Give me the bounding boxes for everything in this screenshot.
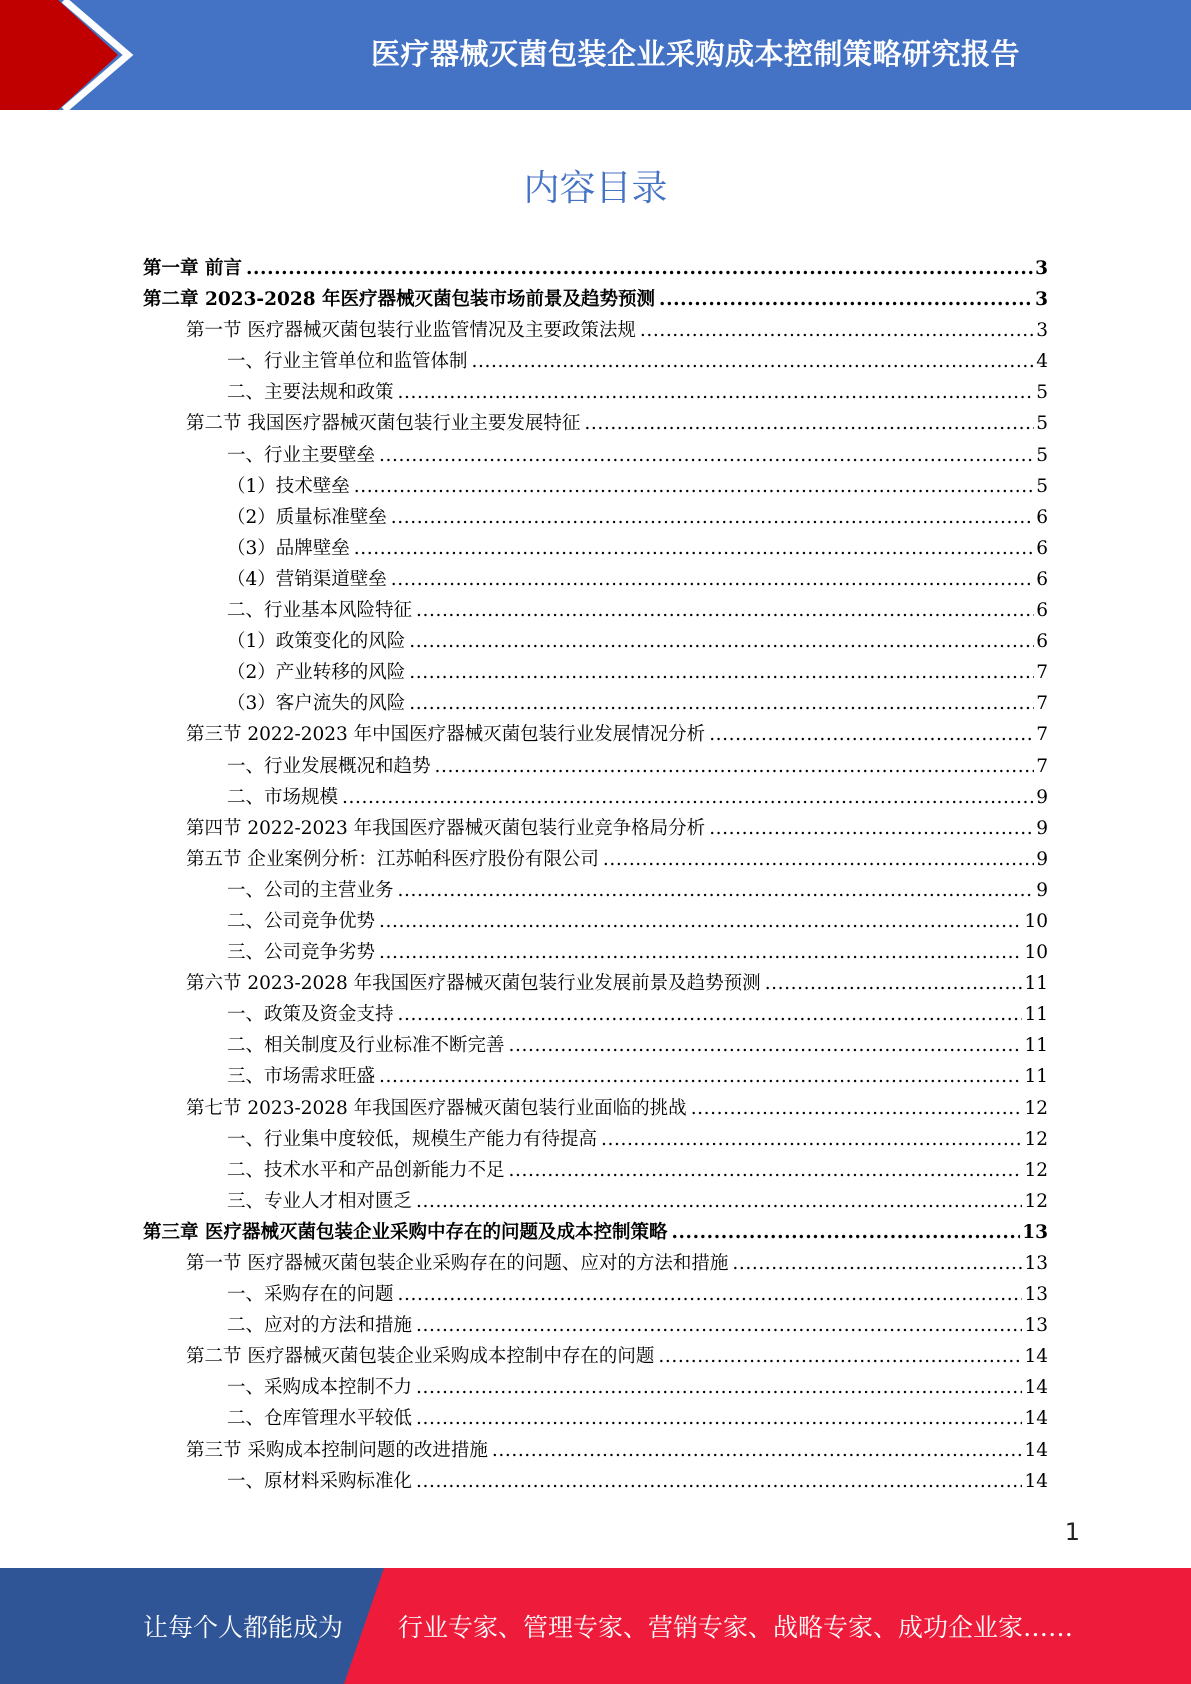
- toc-entry[interactable]: [143, 1248, 1048, 1279]
- toc-entry-page: 9: [1036, 786, 1048, 808]
- toc-entry-text: 第六节 2023-2028 年我国医疗器械灭菌包装行业发展前景及趋势预测: [186, 973, 761, 995]
- toc-entry-text: 第四节 2022-2023 年我国医疗器械灭菌包装行业竞争格局分析: [186, 817, 706, 839]
- toc-entry-page: 5: [1036, 382, 1048, 404]
- toc-entry-text: 三、专业人才相对匮乏: [227, 1190, 413, 1212]
- toc-entry-page: 10: [1024, 910, 1048, 932]
- toc-entry[interactable]: [143, 1466, 1048, 1497]
- toc-entry-page: 13: [1024, 1284, 1048, 1306]
- toc-entry[interactable]: [143, 502, 1048, 533]
- toc-dot-leader: [435, 751, 1035, 782]
- toc-entry-text: 三、公司竞争劣势: [227, 942, 376, 964]
- toc-entry-page: 13: [1024, 1253, 1048, 1274]
- toc-entry[interactable]: [143, 1372, 1048, 1403]
- toc-entry-page: 3: [1036, 320, 1048, 342]
- toc-entry-page: 14: [1024, 1408, 1048, 1430]
- toc-entry-page: 13: [1024, 1315, 1048, 1337]
- toc-dot-leader: [603, 844, 1034, 875]
- toc-entry-text: 一、政策及资金支持: [227, 1004, 394, 1026]
- toc-entry-text: 二、相关制度及行业标准不断完善: [227, 1035, 505, 1057]
- toc-dot-leader: [601, 1124, 1022, 1155]
- toc-dot-leader: [472, 346, 1035, 377]
- toc-dot-leader: [640, 315, 1034, 346]
- toc-entry-page: 13: [1022, 1221, 1048, 1243]
- toc-dot-leader: [354, 533, 1034, 564]
- toc-entry[interactable]: [143, 1124, 1048, 1155]
- header-band: [0, 0, 1191, 110]
- toc-dot-leader: [584, 408, 1034, 439]
- toc-entry[interactable]: [143, 719, 1048, 750]
- toc-entry[interactable]: [143, 1435, 1048, 1466]
- toc-dot-leader: [342, 782, 1034, 813]
- toc-entry-page: 5: [1036, 475, 1048, 497]
- header-arrow-icon: [0, 0, 160, 110]
- toc-dot-leader: [354, 471, 1034, 502]
- toc-entry-text: 一、行业集中度较低，规模生产能力有待提高: [227, 1128, 598, 1150]
- toc-entry-page: 12: [1024, 1159, 1048, 1181]
- toc-entry[interactable]: [143, 595, 1048, 626]
- toc-entry-page: 6: [1036, 506, 1048, 528]
- toc-entry-text: 第三节 2022-2023 年中国医疗器械灭菌包装行业发展情况分析: [186, 724, 706, 746]
- toc-entry-page: 3: [1035, 258, 1048, 279]
- table-of-contents: [143, 253, 1048, 1497]
- toc-entry-text: 一、采购成本控制不力: [227, 1377, 413, 1399]
- toc-entry-text: 二、主要法规和政策: [227, 382, 394, 404]
- toc-entry-page: 14: [1024, 1439, 1048, 1461]
- toc-entry-text: 一、原材料采购标准化: [227, 1470, 413, 1492]
- footer-band: [0, 1568, 1191, 1684]
- toc-dot-leader: [509, 1155, 1023, 1186]
- toc-entry-text: 第七节 2023-2028 年我国医疗器械灭菌包装行业面临的挑战: [186, 1097, 687, 1119]
- toc-entry-text: 第二节 我国医疗器械灭菌包装行业主要发展特征: [186, 413, 581, 435]
- toc-entry-page: 11: [1024, 973, 1048, 995]
- toc-entry-page: 9: [1036, 817, 1048, 839]
- toc-entry-page: 9: [1036, 879, 1048, 901]
- toc-entry[interactable]: [143, 906, 1048, 937]
- toc-entry[interactable]: [143, 564, 1048, 595]
- toc-dot-leader: [709, 813, 1034, 844]
- toc-entry[interactable]: [143, 813, 1048, 844]
- toc-dot-leader: [409, 688, 1034, 719]
- toc-entry-text: 一、公司的主营业务: [227, 879, 394, 901]
- toc-entry-page: 6: [1036, 537, 1048, 559]
- toc-entry[interactable]: [143, 377, 1048, 408]
- toc-entry[interactable]: [143, 688, 1048, 719]
- toc-dot-leader: [416, 1310, 1022, 1341]
- toc-dot-leader: [509, 1030, 1023, 1061]
- toc-entry[interactable]: [143, 1186, 1048, 1217]
- toc-dot-leader: [659, 284, 1033, 315]
- toc-entry[interactable]: [143, 626, 1048, 657]
- toc-entry-text: （2）质量标准壁垒: [227, 506, 387, 528]
- footer-slogan-left: 让每个人都能成为: [143, 1613, 344, 1642]
- toc-entry-text: 第一节 医疗器械灭菌包装企业采购存在的问题、应对的方法和措施: [186, 1253, 729, 1274]
- toc-entry[interactable]: [143, 844, 1048, 875]
- toc-entry[interactable]: [143, 1061, 1048, 1092]
- toc-entry-page: 7: [1036, 662, 1048, 684]
- toc-entry-page: 14: [1024, 1377, 1048, 1399]
- toc-entry-text: 二、公司竞争优势: [227, 910, 376, 932]
- toc-dot-leader: [492, 1435, 1023, 1466]
- footer-slogan-right: 行业专家、管理专家、营销专家、战略专家、成功企业家……: [398, 1613, 1074, 1642]
- toc-entry-text: 二、市场规模: [227, 786, 339, 808]
- toc-entry[interactable]: [143, 1093, 1048, 1124]
- toc-entry-text: 第二节 医疗器械灭菌包装企业采购成本控制中存在的问题: [186, 1346, 655, 1368]
- header-title: 医疗器械灭菌包装企业采购成本控制策略研究报告: [370, 36, 1020, 71]
- toc-entry-page: 12: [1024, 1128, 1048, 1150]
- toc-entry-text: （1）技术壁垒: [227, 475, 350, 497]
- toc-entry-page: 4: [1036, 351, 1048, 373]
- toc-entry[interactable]: [143, 1155, 1048, 1186]
- toc-entry[interactable]: [143, 657, 1048, 688]
- toc-dot-leader: [709, 719, 1034, 750]
- toc-dot-leader: [398, 377, 1035, 408]
- toc-dot-leader: [391, 564, 1034, 595]
- toc-dot-leader: [379, 937, 1022, 968]
- toc-entry-text: （1）政策变化的风险: [227, 631, 406, 653]
- toc-entry-text: 三、市场需求旺盛: [227, 1066, 376, 1088]
- toc-dot-leader: [379, 440, 1034, 471]
- toc-dot-leader: [409, 657, 1034, 688]
- toc-entry-text: 一、行业主管单位和监管体制: [227, 351, 468, 373]
- toc-entry-page: 3: [1035, 289, 1048, 311]
- toc-entry[interactable]: [143, 937, 1048, 968]
- toc-dot-leader: [398, 1279, 1023, 1310]
- toc-dot-leader: [416, 1372, 1022, 1403]
- toc-entry-page: 6: [1036, 631, 1048, 653]
- toc-dot-leader: [379, 1061, 1022, 1092]
- toc-entry-text: 二、应对的方法和措施: [227, 1315, 413, 1337]
- toc-entry-text: 二、仓库管理水平较低: [227, 1408, 413, 1430]
- toc-entry-page: 9: [1036, 848, 1048, 870]
- toc-dot-leader: [409, 626, 1034, 657]
- toc-entry-text: 二、技术水平和产品创新能力不足: [227, 1159, 505, 1181]
- toc-entry-page: 11: [1024, 1004, 1048, 1026]
- toc-entry-page: 6: [1036, 568, 1048, 590]
- toc-entry[interactable]: [143, 999, 1048, 1030]
- toc-dot-leader: [398, 875, 1035, 906]
- toc-entry[interactable]: [143, 440, 1048, 471]
- toc-entry-page: 7: [1036, 755, 1048, 777]
- toc-entry-text: （4）营销渠道壁垒: [227, 568, 387, 590]
- toc-entry-text: 第三章 医疗器械灭菌包装企业采购中存在的问题及成本控制策略: [143, 1221, 668, 1243]
- toc-entry[interactable]: [143, 1030, 1048, 1061]
- toc-dot-leader: [416, 1466, 1022, 1497]
- toc-entry[interactable]: [143, 253, 1048, 284]
- toc-entry-page: 7: [1036, 693, 1048, 715]
- toc-entry-text: 第三节 采购成本控制问题的改进措施: [186, 1439, 488, 1461]
- toc-entry[interactable]: [143, 782, 1048, 813]
- toc-entry[interactable]: [143, 408, 1048, 439]
- toc-dot-leader: [379, 906, 1022, 937]
- toc-dot-leader: [398, 999, 1023, 1030]
- toc-dot-leader: [246, 253, 1033, 284]
- toc-entry-text: 一、行业主要壁垒: [227, 444, 376, 466]
- toc-dot-leader: [416, 1186, 1022, 1217]
- toc-entry-page: 7: [1036, 724, 1048, 746]
- toc-entry[interactable]: [143, 533, 1048, 564]
- toc-dot-leader: [732, 1248, 1022, 1279]
- page-number: 1: [1064, 1518, 1080, 1546]
- toc-entry-page: 10: [1024, 942, 1048, 964]
- toc-entry-page: 14: [1024, 1470, 1048, 1492]
- toc-entry[interactable]: [143, 1403, 1048, 1434]
- toc-entry[interactable]: [143, 315, 1048, 346]
- toc-entry[interactable]: [143, 471, 1048, 502]
- toc-entry-page: 6: [1036, 600, 1048, 622]
- toc-entry-text: 第二章 2023-2028 年医疗器械灭菌包装市场前景及趋势预测: [143, 289, 656, 311]
- toc-entry[interactable]: [143, 284, 1048, 315]
- toc-dot-leader: [416, 1403, 1022, 1434]
- toc-entry-text: （3）品牌壁垒: [227, 537, 350, 559]
- toc-entry-text: 一、行业发展概况和趋势: [227, 755, 431, 777]
- toc-entry-page: 11: [1024, 1066, 1048, 1088]
- toc-dot-leader: [658, 1341, 1022, 1372]
- toc-entry-text: 二、行业基本风险特征: [227, 600, 413, 622]
- toc-title: 内容目录: [523, 168, 668, 209]
- toc-entry-text: （2）产业转移的风险: [227, 662, 406, 684]
- toc-entry[interactable]: [143, 346, 1048, 377]
- toc-entry[interactable]: [143, 968, 1048, 999]
- toc-entry-text: 第一章 前言: [143, 258, 242, 279]
- toc-dot-leader: [765, 968, 1023, 999]
- toc-entry-page: 12: [1024, 1190, 1048, 1212]
- toc-entry[interactable]: [143, 751, 1048, 782]
- toc-dot-leader: [416, 595, 1034, 626]
- toc-entry-page: 5: [1036, 444, 1048, 466]
- toc-entry[interactable]: [143, 875, 1048, 906]
- toc-entry-text: 第一节 医疗器械灭菌包装行业监管情况及主要政策法规: [186, 320, 636, 342]
- toc-entry[interactable]: [143, 1279, 1048, 1310]
- toc-entry-text: （3）客户流失的风险: [227, 693, 406, 715]
- toc-entry[interactable]: [143, 1217, 1048, 1248]
- toc-dot-leader: [691, 1093, 1023, 1124]
- toc-entry-text: 第五节 企业案例分析：江苏帕科医疗股份有限公司: [186, 848, 599, 870]
- toc-entry-text: 一、采购存在的问题: [227, 1284, 394, 1306]
- toc-entry[interactable]: [143, 1310, 1048, 1341]
- toc-entry[interactable]: [143, 1341, 1048, 1372]
- toc-dot-leader: [391, 502, 1034, 533]
- toc-entry-page: 5: [1036, 413, 1048, 435]
- toc-entry-page: 12: [1024, 1097, 1048, 1119]
- toc-dot-leader: [671, 1217, 1020, 1248]
- toc-entry-page: 14: [1024, 1346, 1048, 1368]
- toc-entry-page: 11: [1024, 1035, 1048, 1057]
